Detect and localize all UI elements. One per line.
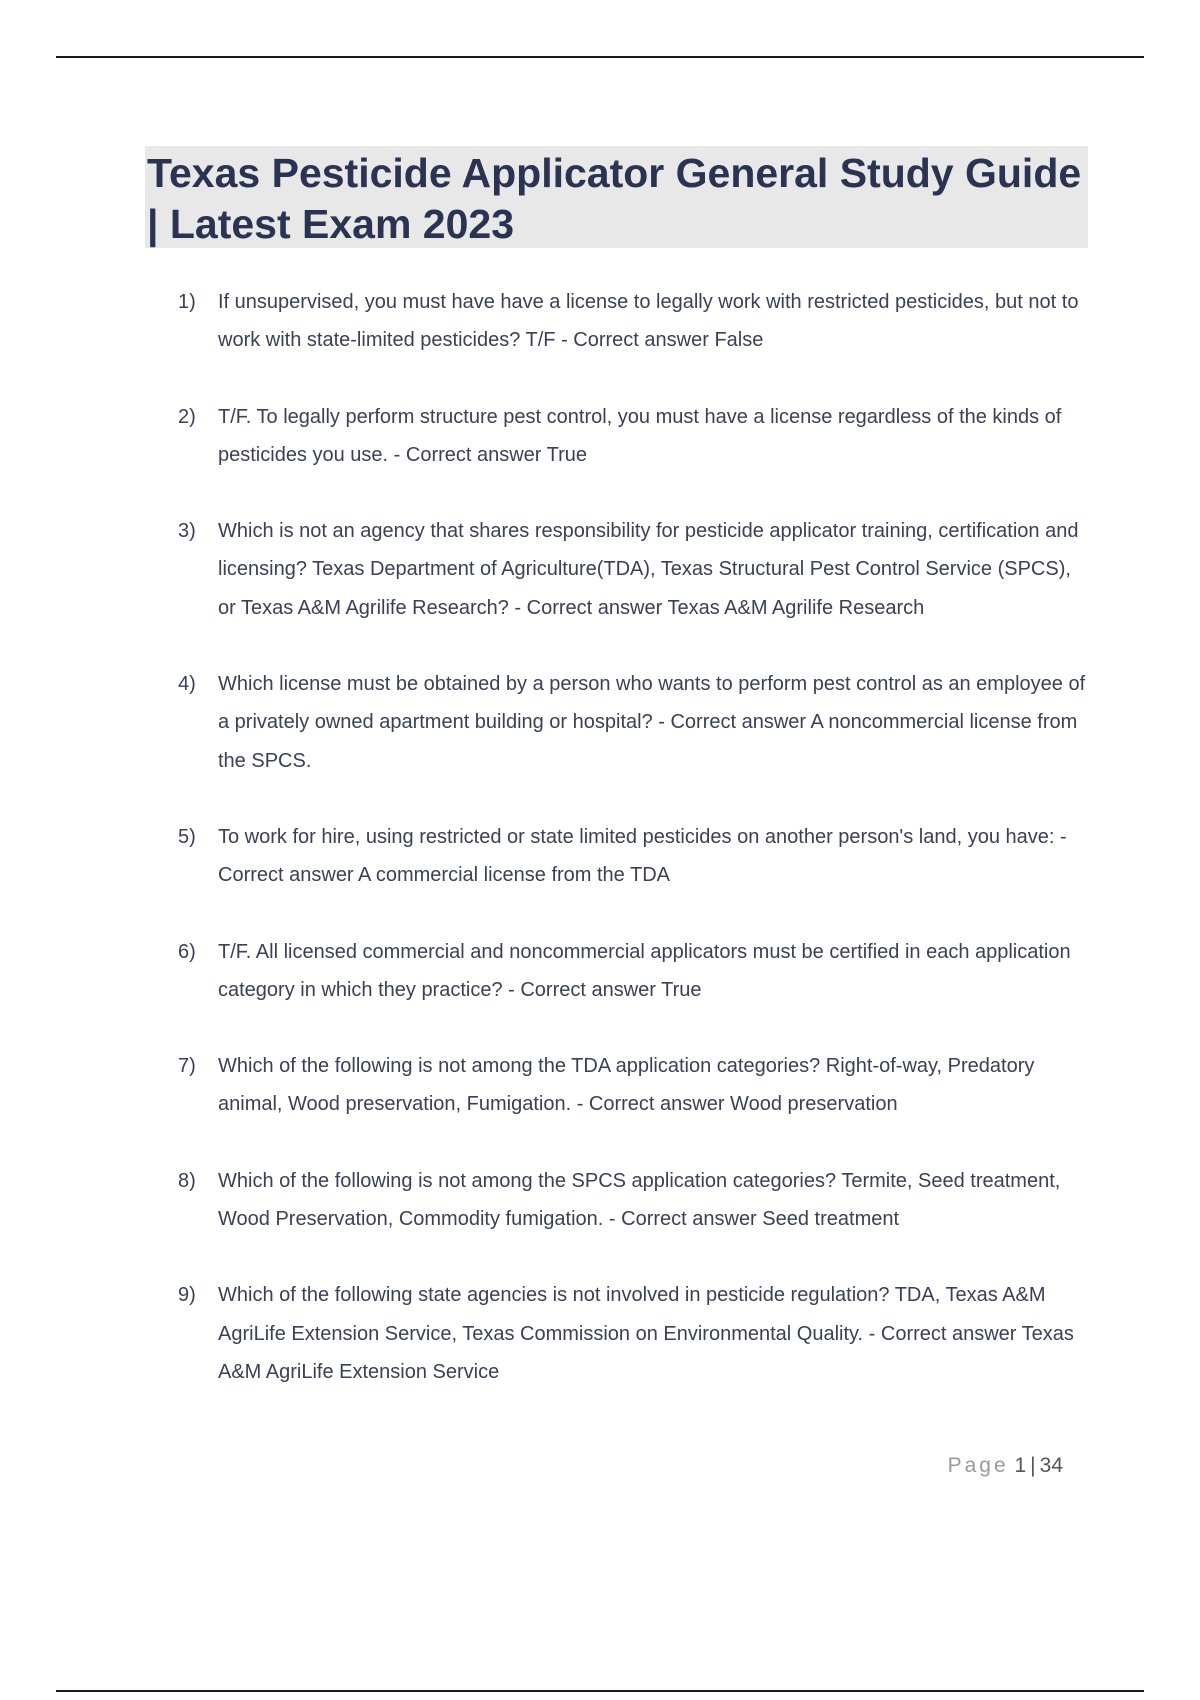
bottom-rule [56, 1690, 1144, 1692]
question-text: Which of the following is not among the SPCS application categories? Termite, Seed treatment, Wood Preservation, Commodity fumigation. - Correct answer Seed treatment [218, 1169, 1061, 1231]
page-footer [948, 1454, 1063, 1478]
question-text: Which license must be obtained by a person who wants to perform pest control as an employee of a privately owned apartment building or hospital? - Correct answer A noncommercial license from the SPCS. [218, 673, 1086, 772]
question-item [178, 665, 1090, 780]
question-item [178, 933, 1090, 1010]
top-rule [56, 56, 1144, 58]
question-text: Which is not an agency that shares responsibility for pesticide applicator training, certification and licensing? Texas Department of Agriculture(TDA), Texas Structural Pest Control Service (SPCS), or Texas A&M Agrilife Research? - Correct answer Texas A&M Agrilife Research [218, 520, 1079, 619]
page-word: Page [947, 1454, 1009, 1477]
total-pages: 34 [1039, 1454, 1063, 1477]
question-list [178, 283, 1090, 1429]
question-number: 2) [178, 405, 196, 428]
page-separator: | [1030, 1454, 1036, 1477]
question-item [178, 1276, 1090, 1391]
question-number: 7) [178, 1055, 196, 1078]
question-text: T/F. To legally perform structure pest control, you must have a license regardless of the kinds of pesticides you use. - Correct answer True [218, 405, 1062, 466]
question-item [178, 283, 1090, 360]
question-text: To work for hire, using restricted or state limited pesticides on another person's land, you have: - Correct answer A commercial license from the TDA [218, 825, 1067, 887]
question-item [178, 1047, 1090, 1124]
question-number: 3) [178, 520, 196, 543]
question-text: If unsupervised, you must have have a license to legally work with restricted pesticides, but not to work with state-limited pesticides? T/F - Correct answer False [218, 291, 1079, 352]
question-number: 5) [178, 825, 196, 848]
question-item [178, 1162, 1090, 1239]
question-number: 1) [178, 291, 196, 313]
question-item [178, 818, 1090, 895]
title-banner [145, 146, 1088, 248]
question-text: T/F. All licensed commercial and noncommercial applicators must be certified in each application category in which they practice? - Correct answer True [218, 940, 1071, 1001]
document-title: Texas Pesticide Applicator General Study Guide | Latest Exam 2023 [147, 150, 1082, 247]
question-item [178, 398, 1090, 475]
question-number: 6) [178, 940, 196, 963]
question-number: 9) [178, 1284, 196, 1307]
question-number: 4) [178, 673, 196, 696]
page-number: 1 [1014, 1454, 1027, 1477]
question-text: Which of the following is not among the TDA application categories? Right-of-way, Predatory animal, Wood preservation, Fumigation. - Correct answer Wood preservation [218, 1055, 1035, 1116]
question-number: 8) [178, 1169, 196, 1192]
question-text: Which of the following state agencies is not involved in pesticide regulation? TDA, Texas A&M AgriLife Extension Service, Texas Commission on Environmental Quality. - Correct answer Texas A&M AgriLife Extension Service [218, 1284, 1074, 1383]
question-item [178, 512, 1090, 627]
